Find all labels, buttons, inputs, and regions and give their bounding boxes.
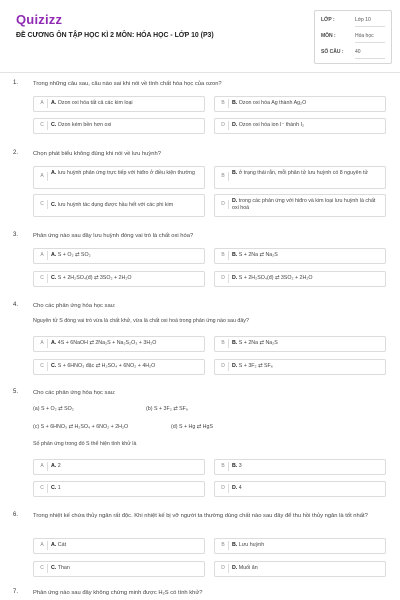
option-letter: A [37, 251, 48, 260]
question-text: Phản ứng nào sau đây lưu huỳnh đóng vai trò là chất oxi hóa? [33, 233, 194, 239]
option-text: Ozon oxi hóa tất cả các kim loại [57, 100, 133, 106]
option-text: S + 2Na ⇄ Na₂S [238, 340, 278, 346]
option-c[interactable]: C C. S + 2H₂SO₄(đ) ⇄ 3SO₂ + 2H₂O [33, 271, 205, 287]
option-c[interactable]: C C. Ozon kém bền hơn oxi [33, 118, 205, 134]
option-text: 4S + 6NaOH ⇄ 2Na₂S + Na₂S₂O₃ + 3H₂O [57, 340, 157, 346]
option-d[interactable]: D D. trong các phản ứng với hiđro và kim loại lưu huỳnh là chất oxi hoá [214, 194, 386, 217]
option-letter: C [37, 274, 48, 283]
reaction-b: (b) S + 3F₂ ⇄ SF₆ [146, 406, 189, 412]
option-letter: A [37, 541, 48, 550]
option-letter: D [218, 200, 229, 209]
question-text: Cho các phản ứng hóa học sau: [33, 390, 116, 396]
header-divider [0, 72, 400, 73]
class-label: LỚP : [321, 17, 335, 23]
option-text: trong các phản ứng với hiđro và kim loại lưu huỳnh là chất oxi hoá [232, 198, 376, 211]
option-a[interactable]: A A. Cát [33, 538, 205, 554]
subject-label: MÔN : [321, 33, 336, 39]
option-letter: B [218, 251, 229, 260]
option-text: S + 2Na ⇄ Na₂S [238, 252, 278, 258]
question-number: 2. [13, 150, 19, 156]
option-b[interactable]: B B. Lưu huỳnh [214, 538, 386, 554]
option-b[interactable]: B B. Ozon oxi hóa Ag thành Ag₂O [214, 96, 386, 112]
option-text: lưu huỳnh tác dụng được hầu hết với các phi kim [57, 202, 174, 208]
question-text: Trong nhiệt kế chứa thủy ngân rất độc. Khi nhiệt kế bị vỡ người ta thường dùng chất nào sau đây để thu hồi thủy ngân là tốt nhất? [33, 513, 368, 519]
option-text: Ozon oxi hóa ion I⁻ thành I₂ [238, 122, 305, 128]
option-c[interactable]: C C. 1 [33, 481, 205, 497]
option-letter: B [218, 172, 229, 181]
option-text: Ozon kém bền hơn oxi [57, 122, 112, 128]
question-number: 7. [13, 589, 19, 595]
question-text: Cho các phản ứng hóa học sau: [33, 303, 116, 309]
option-b[interactable]: B B. S + 2Na ⇄ Na₂S [214, 248, 386, 264]
option-letter: A [37, 462, 48, 471]
class-value: Lớp 10 [355, 17, 371, 23]
question-number: 3. [13, 232, 19, 238]
option-text: 2 [57, 463, 61, 469]
count-value: 40 [355, 49, 361, 55]
option-text: Ozon oxi hóa Ag thành Ag₂O [238, 100, 307, 106]
option-text: ở trạng thái rắn, mỗi phân tử lưu huỳnh có 8 nguyên tử [238, 170, 369, 176]
option-letter: D [218, 564, 229, 573]
option-c[interactable]: C C. Than [33, 561, 205, 577]
option-text: lưu huỳnh phản ứng trực tiếp với hiđro ở điều kiện thường [57, 170, 195, 176]
question-number: 6. [13, 512, 19, 518]
option-letter: D [218, 274, 229, 283]
option-d[interactable]: D D. S + 2H₂SO₄(đ) ⇄ 3SO₂ + 2H₂O [214, 271, 386, 287]
option-c[interactable]: C C. S + 6HNO₃ đặc ⇄ H₂SO₄ + 6NO₂ + 4H₂O [33, 359, 205, 375]
option-letter: A [37, 172, 48, 181]
option-text: S + O₂ ⇄ SO₂ [57, 252, 91, 258]
question-subtext: Nguyên tử S đóng vai trò vừa là chất khử, vừa là chất oxi hoá trong phản ứng nào sau đây? [33, 318, 249, 324]
option-letter: A [37, 99, 48, 108]
option-letter: C [37, 362, 48, 371]
question-text: Phản ứng nào sau đây không chứng minh được H₂S có tính khử? [33, 590, 203, 596]
question-subtext: Số phản ứng trong đó S thể hiện tính khử là [33, 441, 137, 447]
option-b[interactable]: B B. S + 2Na ⇄ Na₂S [214, 336, 386, 352]
option-letter: B [218, 99, 229, 108]
count-row [315, 45, 391, 59]
reaction-c: (c) S + 6HNO₃ ⇄ H₂SO₄ + 6NO₂ + 2H₂O [33, 424, 129, 430]
option-text: 3 [238, 463, 242, 469]
option-c[interactable]: C C. lưu huỳnh tác dụng được hầu hết với các phi kim [33, 194, 205, 217]
option-a[interactable]: A A. 4S + 6NaOH ⇄ 2Na₂S + Na₂S₂O₃ + 3H₂O [33, 336, 205, 352]
class-row [315, 13, 391, 27]
option-d[interactable]: D D. Ozon oxi hóa ion I⁻ thành I₂ [214, 118, 386, 134]
reaction-a: (a) S + O₂ ⇄ SO₂ [33, 406, 74, 412]
question-number: 5. [13, 389, 19, 395]
option-text: Muối ăn [238, 565, 258, 571]
option-letter: D [218, 121, 229, 130]
option-letter: C [37, 121, 48, 130]
option-a[interactable]: A A. S + O₂ ⇄ SO₂ [33, 248, 205, 264]
subject-row [315, 29, 391, 43]
option-text: Than [57, 565, 70, 571]
option-text: S + 6HNO₃ đặc ⇄ H₂SO₄ + 6NO₂ + 4H₂O [57, 363, 156, 369]
option-text: S + 3F₂ ⇄ SF₆ [238, 363, 273, 369]
reaction-d: (d) S + Hg ⇄ HgS [171, 424, 213, 430]
option-letter: C [37, 484, 48, 493]
option-text: 4 [238, 485, 242, 491]
option-text: Cát [57, 542, 67, 548]
option-letter: A [37, 339, 48, 348]
option-d[interactable]: D D. 4 [214, 481, 386, 497]
option-letter: B [218, 541, 229, 550]
option-d[interactable]: D D. S + 3F₂ ⇄ SF₆ [214, 359, 386, 375]
worksheet-header [0, 0, 400, 72]
option-letter: C [37, 564, 48, 573]
option-b[interactable]: B B. 3 [214, 459, 386, 475]
option-letter: C [37, 200, 48, 209]
option-text: Lưu huỳnh [238, 542, 265, 548]
option-letter: B [218, 462, 229, 471]
quizizz-logo: Quizizz [16, 12, 63, 27]
option-text: S + 2H₂SO₄(đ) ⇄ 3SO₂ + 2H₂O [57, 275, 132, 281]
question-number: 4. [13, 302, 19, 308]
subject-value: Hóa học [355, 33, 374, 39]
option-text: 1 [57, 485, 61, 491]
info-box [314, 10, 392, 64]
question-text: Chọn phát biểu không đúng khi nói về lưu huỳnh? [33, 151, 161, 157]
option-letter: D [218, 484, 229, 493]
count-label: SỐ CÂU : [321, 49, 344, 55]
option-a[interactable]: A A. 2 [33, 459, 205, 475]
worksheet-title: ĐỀ CƯƠNG ÔN TẬP HỌC KÌ 2 MÔN: HÓA HỌC - LỚP 10 (P3) [16, 32, 214, 39]
question-text: Trong những câu sau, câu nào sai khi nói về tính chất hóa học của ozon? [33, 81, 222, 87]
option-d[interactable]: D D. Muối ăn [214, 561, 386, 577]
option-b[interactable]: B B. ở trạng thái rắn, mỗi phân tử lưu huỳnh có 8 nguyên tử [214, 166, 386, 189]
option-a[interactable]: A A. Ozon oxi hóa tất cả các kim loại [33, 96, 205, 112]
option-text: S + 2H₂SO₄(đ) ⇄ 3SO₂ + 2H₂O [238, 275, 313, 281]
option-a[interactable]: A A. lưu huỳnh phản ứng trực tiếp với hiđro ở điều kiện thường [33, 166, 205, 189]
question-number: 1. [13, 80, 19, 86]
option-letter: D [218, 362, 229, 371]
option-letter: B [218, 339, 229, 348]
